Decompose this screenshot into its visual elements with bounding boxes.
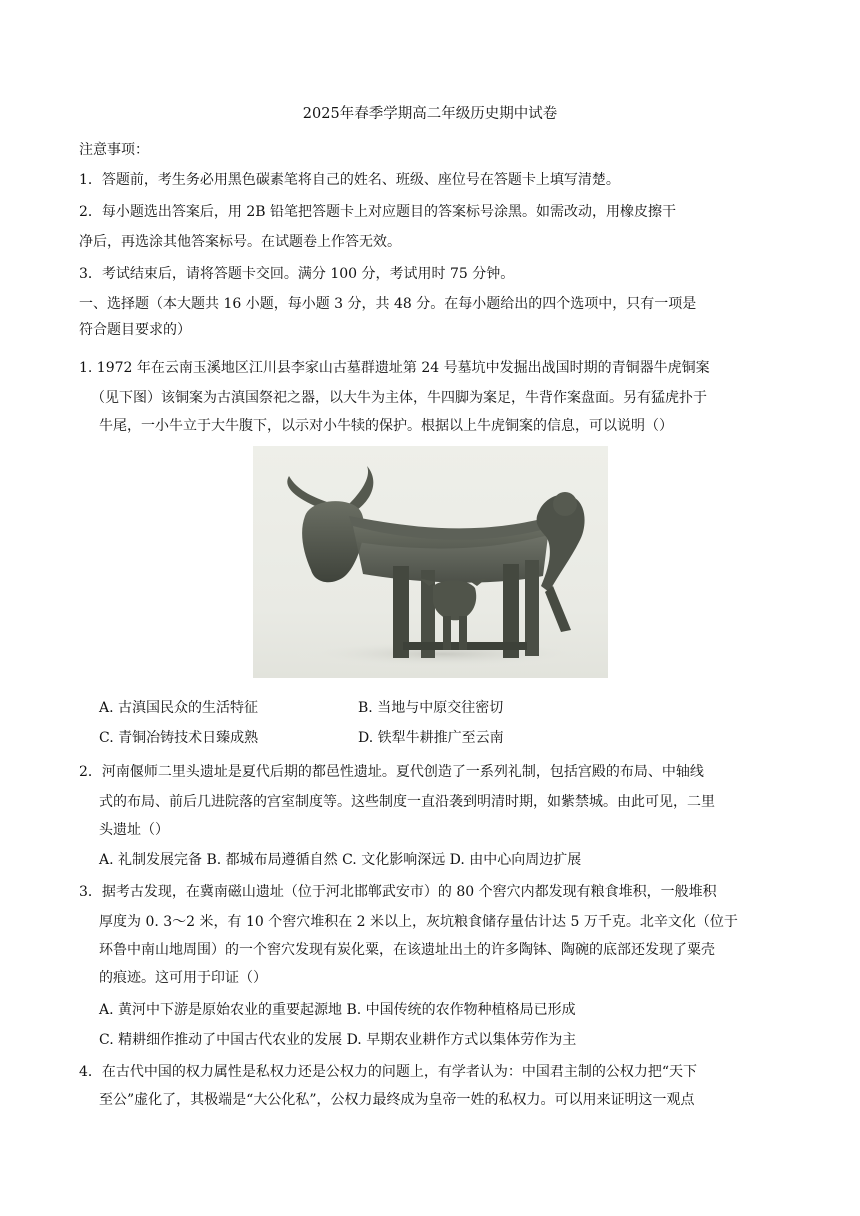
q1-option-b: B. 当地与中原交往密切 [358,700,504,716]
section-heading: 一、选择题（本大题共 16 小题，每小题 3 分，共 48 分。在每小题给出的四个选项中，只有一项是 [79,296,697,312]
notice-item: 1．答题前，考生务必用黑色碳素笔将自己的姓名、班级、座位号在答题卡上填写清楚。 [79,172,620,188]
exam-title: 2025年春季学期高二年级历史期中试卷 [302,106,558,122]
question-2-text: 2．河南偃师二里头遗址是夏代后期的都邑性遗址。夏代创造了一系列礼制，包括宫殿的布局、中轴线 [79,764,704,780]
q2-options: A. 礼制发展完备 B. 都城布局遵循自然 C. 文化影响深远 D. 由中心向周边扩展 [99,852,582,868]
question-2-text: 式的布局、前后几进院落的宫室制度等。这些制度一直沿袭到明清时期，如紫禁城。由此可见，二里 [99,794,715,810]
question-4-text: 至公”虚化了，其极端是“大公化私”，公权力最终成为皇帝一姓的私权力。可以用来证明这一观点 [99,1092,695,1108]
question-2-text: 头遗址（） [99,822,169,838]
notice-heading: 注意事项： [79,142,149,158]
section-heading-cont: 符合题目要求的） [79,322,191,338]
q3-options: A. 黄河中下游是原始农业的重要起源地 B. 中国传统的农作物种植格局已形成 [99,1002,576,1018]
question-3-text: 环鲁中南山地周围）的一个窖穴发现有炭化粟，在该遗址出土的许多陶钵、陶碗的底部还发现了粟壳 [99,942,715,958]
question-1-text: 1. 1972 年在云南玉溪地区江川县李家山古墓群遗址第 24 号墓坑中发掘出战国时期的青铜器牛虎铜案 [79,360,710,376]
question-3-text: 3．据考古发现，在冀南磁山遗址（位于河北邯郸武安市）的 80 个窖穴内都发现有粮食堆积，一般堆积 [79,884,717,900]
bronze-ox-tiger-table-image [253,446,608,678]
question-3-text: 厚度为 0. 3～2 米，有 10 个窖穴堆积在 2 米以上，灰坑粮食储存量估计达 5 万千克。北辛文化（位于 [99,914,738,930]
notice-item: 净后，再选涂其他答案标号。在试题卷上作答无效。 [79,234,401,250]
question-4-text: 4．在古代中国的权力属性是私权力还是公权力的问题上，有学者认为：中国君主制的公权力把“天下 [79,1064,698,1080]
question-1-text: 牛尾，一小牛立于大牛腹下，以示对小牛犊的保护。根据以上牛虎铜案的信息，可以说明（） [99,418,673,434]
q1-option-c: C. 青铜冶铸技术日臻成熟 [99,730,259,746]
question-3-text: 的痕迹。这可用于印证（） [99,970,267,986]
q3-options: C. 精耕细作推动了中国古代农业的发展 D. 早期农业耕作方式以集体劳作为主 [99,1032,577,1048]
q1-option-a: A. 古滇国民众的生活特征 [99,700,259,716]
notice-item: 3．考试结束后，请将答题卡交回。满分 100 分，考试用时 75 分钟。 [79,266,515,282]
q1-option-d: D. 铁犁牛耕推广至云南 [358,730,504,746]
notice-item: 2．每小题选出答案后，用 2B 铅笔把答题卡上对应题目的答案标号涂黑。如需改动，用橡皮擦干 [79,204,677,220]
question-1-text: （见下图）该铜案为古滇国祭祀之器，以大牛为主体，牛四脚为案足，牛背作案盘面。另有猛虎扑于 [91,390,707,406]
